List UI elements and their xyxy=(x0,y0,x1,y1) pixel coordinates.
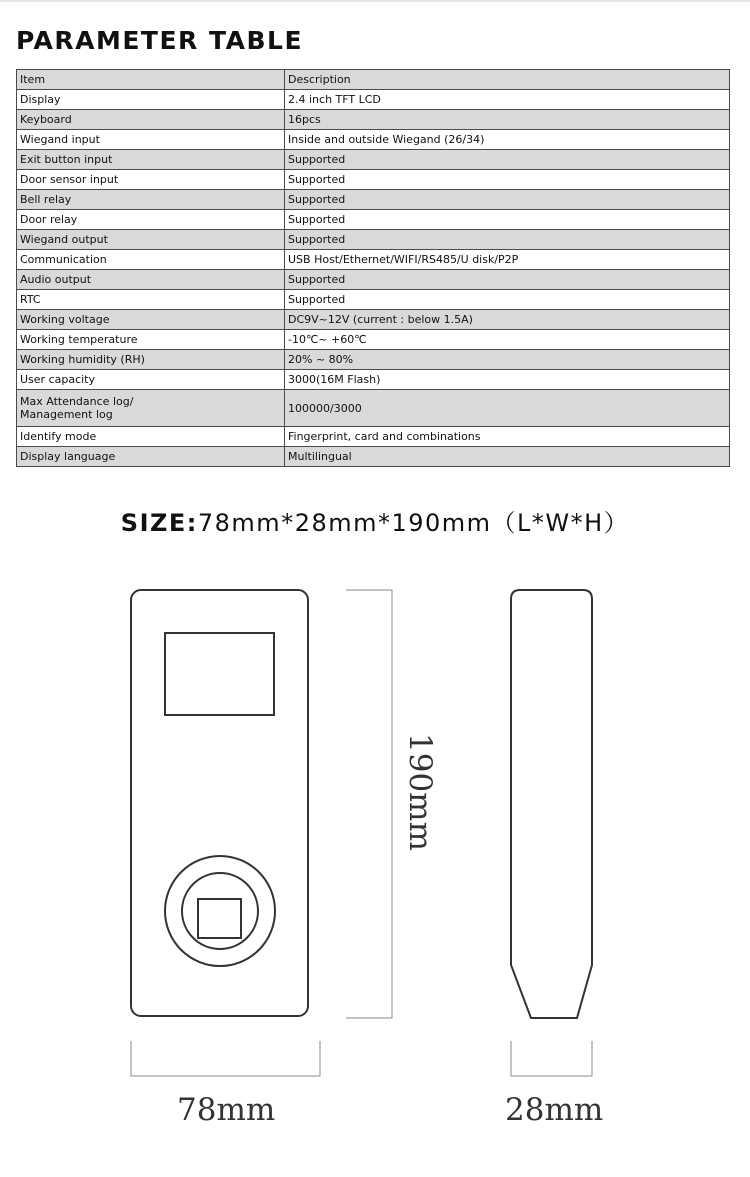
width-label: 28mm xyxy=(505,1092,604,1128)
table-row xyxy=(17,210,730,230)
length-label: 78mm xyxy=(177,1092,276,1128)
size-value: 78mm*28mm*190mm（L*W*H） xyxy=(197,509,630,537)
table-row xyxy=(17,350,730,370)
screen-outline xyxy=(165,633,274,715)
param-label: Wiegand output xyxy=(17,230,285,250)
parameter-table xyxy=(16,69,730,467)
param-label: Display language xyxy=(17,447,285,467)
table-row xyxy=(17,170,730,190)
table-row xyxy=(17,330,730,350)
table-row xyxy=(17,150,730,170)
param-value: 20% ~ 80% xyxy=(285,350,730,370)
param-label: RTC xyxy=(17,290,285,310)
param-value: Supported xyxy=(285,170,730,190)
param-value: Supported xyxy=(285,150,730,170)
param-label: Working humidity (RH) xyxy=(17,350,285,370)
table-row xyxy=(17,447,730,467)
table-row xyxy=(17,310,730,330)
param-value: 3000(16M Flash) xyxy=(285,370,730,390)
param-label: Working temperature xyxy=(17,330,285,350)
table-row xyxy=(17,130,730,150)
param-value: 2.4 inch TFT LCD xyxy=(285,90,730,110)
length-bracket xyxy=(131,1041,320,1076)
table-row xyxy=(17,250,730,270)
page-title: PARAMETER TABLE xyxy=(16,26,304,55)
param-label: Door relay xyxy=(17,210,285,230)
size-prefix: SIZE: xyxy=(120,509,198,537)
param-value: Inside and outside Wiegand (26/34) xyxy=(285,130,730,150)
param-label: Bell relay xyxy=(17,190,285,210)
table-row xyxy=(17,190,730,210)
param-value: Fingerprint, card and combinations xyxy=(285,427,730,447)
device-front-outline xyxy=(131,590,308,1016)
device-side-outline xyxy=(511,590,592,1018)
param-value: Multilingual xyxy=(285,447,730,467)
param-label: Item xyxy=(17,70,285,90)
param-value: DC9V~12V (current : below 1.5A) xyxy=(285,310,730,330)
table-row xyxy=(17,70,730,90)
param-label: Identify mode xyxy=(17,427,285,447)
height-label: 190mm xyxy=(402,733,438,851)
param-value: Supported xyxy=(285,190,730,210)
param-value: USB Host/Ethernet/WIFI/RS485/U disk/P2P xyxy=(285,250,730,270)
param-value: Supported xyxy=(285,210,730,230)
table-row xyxy=(17,427,730,447)
table-row xyxy=(17,370,730,390)
param-label: Display xyxy=(17,90,285,110)
param-label xyxy=(17,390,285,427)
width-bracket xyxy=(511,1041,592,1076)
param-value: -10℃~ +60℃ xyxy=(285,330,730,350)
param-label: Door sensor input xyxy=(17,170,285,190)
height-bracket xyxy=(346,590,392,1018)
top-divider xyxy=(0,0,750,2)
param-value: Description xyxy=(285,70,730,90)
table-row xyxy=(17,290,730,310)
param-value: Supported xyxy=(285,290,730,310)
param-value: 100000/3000 xyxy=(285,390,730,427)
table-row xyxy=(17,230,730,250)
param-label: Exit button input xyxy=(17,150,285,170)
param-label: Working voltage xyxy=(17,310,285,330)
param-value: Supported xyxy=(285,270,730,290)
param-label: Wiegand input xyxy=(17,130,285,150)
param-label: Audio output xyxy=(17,270,285,290)
param-label: Keyboard xyxy=(17,110,285,130)
dimension-drawing xyxy=(0,560,750,1160)
table-row xyxy=(17,90,730,110)
size-heading xyxy=(0,503,750,538)
table-row xyxy=(17,110,730,130)
param-label: User capacity xyxy=(17,370,285,390)
param-label-line2: Management log xyxy=(20,408,113,421)
fingerprint-sensor xyxy=(198,899,241,938)
param-value: Supported xyxy=(285,230,730,250)
param-label-line1: Max Attendance log/ xyxy=(20,395,134,408)
param-label: Communication xyxy=(17,250,285,270)
table-row xyxy=(17,390,730,427)
param-value: 16pcs xyxy=(285,110,730,130)
table-row xyxy=(17,270,730,290)
